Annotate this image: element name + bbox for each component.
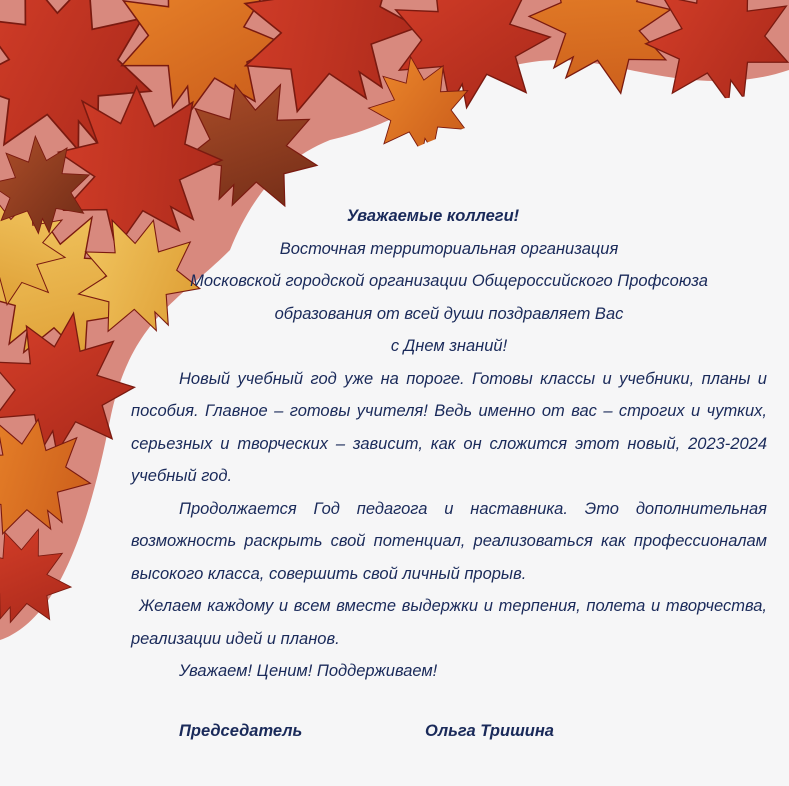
- header-line: с Днем знаний!: [390, 337, 508, 355]
- letter-greeting: Уважаемые коллеги!: [346, 207, 520, 225]
- letter-paragraph: Продолжается Год педагога и наставника. Это дополнительная возможность раскрыть свой потенциал, реализоваться как профессионалам высокого класса, совершить свой личный прорыв.: [131, 499, 767, 583]
- letter-closing: Уважаем! Ценим! Поддерживаем!: [179, 662, 438, 680]
- header-line: образования от всей души поздравляет Вас: [274, 304, 624, 323]
- letter-paragraph: Желаем каждому и всем вместе выдержки и терпения, полета и творчества, реализации идей и планов.: [131, 597, 767, 648]
- signature-name: Ольга Тришина: [425, 722, 554, 740]
- greeting-letter: [131, 200, 767, 740]
- letter-paragraph: Новый учебный год уже на пороге. Готовы классы и учебники, планы и пособия. Главное – готовы учителя! Ведь именно от вас – строгих и чутких, серьезных и творческих – зависит, как он сложится этот новый, 2023-2024 учебный год.: [131, 369, 767, 485]
- header-line: Восточная территориальная организация: [279, 239, 619, 258]
- signature-title: Председатель: [179, 722, 303, 740]
- header-line: Московской городской организации Общероссийского Профсоюза: [190, 272, 708, 290]
